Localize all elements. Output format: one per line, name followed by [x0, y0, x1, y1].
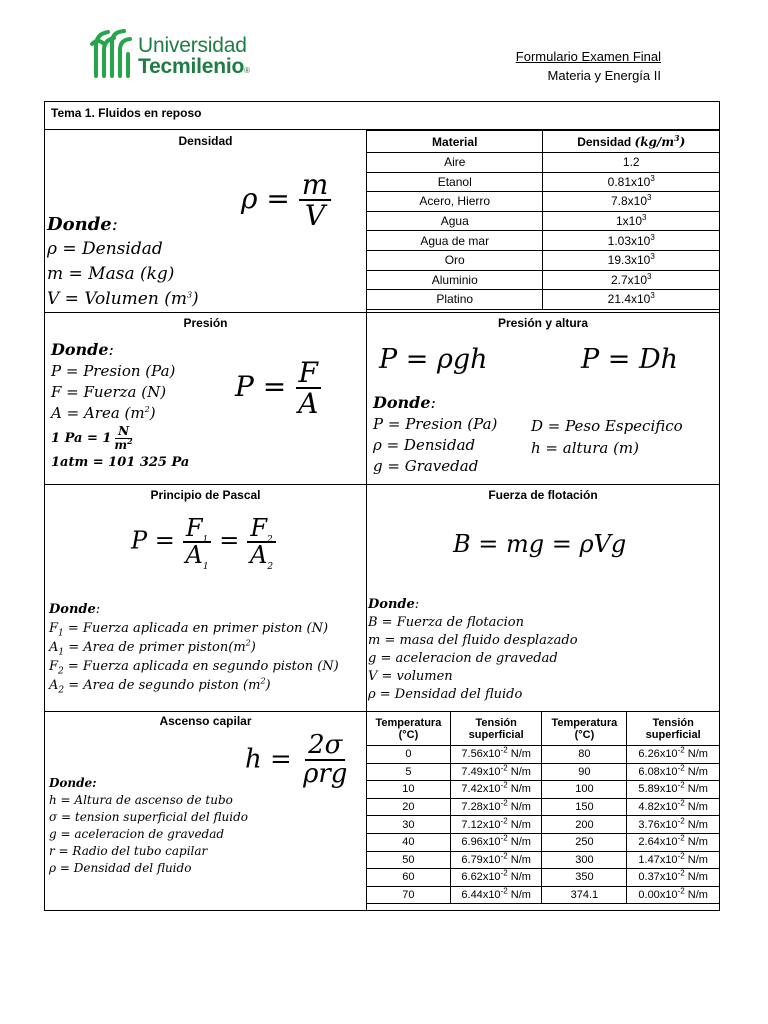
presion-line: A = Area $(m^2)$ — [51, 404, 156, 422]
tecmilenio-leaf-icon — [90, 28, 134, 78]
tension-cell: $7.42x10^{-2}$ N/m — [450, 781, 542, 799]
material-cell: Acero, Hierro — [367, 192, 543, 212]
density-cell: 1.2 — [543, 153, 720, 173]
table-row — [367, 798, 720, 816]
table-row — [367, 869, 720, 887]
densidad-line: ρ = Densidad — [47, 239, 163, 259]
densidad-line: V = Volumen $(m^3)$ — [47, 289, 199, 309]
tension-cell: $6.79x10^{-2}$ N/m — [450, 851, 542, 869]
pascal-formula: P = $\frac{F_1}{A_1}$ = $\frac{F_2}{A_2}$ — [131, 516, 276, 568]
tension-table — [366, 711, 720, 904]
col-tension-2: Tensión superficial — [627, 712, 720, 746]
presion-altura-line: D = Peso Especifico — [531, 417, 683, 435]
tension-cell: $0.00x10^{-2}$ N/m — [627, 886, 720, 904]
tension-cell: $4.82x10^{-2}$ N/m — [627, 798, 720, 816]
tension-cell: $6.62x10^{-2}$ N/m — [450, 869, 542, 887]
presion-altura-formula-1: P = ρgh — [379, 344, 488, 375]
table-row — [367, 746, 720, 764]
capilar-line: σ = tension superficial del fluido — [49, 810, 248, 824]
tension-cell: $6.26x10^{-2}$ N/m — [627, 746, 720, 764]
topic-title: Tema 1. Fluidos en reposo — [45, 102, 719, 130]
table-row — [367, 211, 720, 231]
temperature-cell: 50 — [367, 851, 451, 869]
table-row — [367, 231, 720, 251]
pascal-line: $A_2$ = Area de segundo piston $(m^2)$ — [49, 676, 271, 696]
col-temperature-1: Temperatura (°C) — [367, 712, 451, 746]
table-row — [367, 781, 720, 799]
temperature-cell: 350 — [542, 869, 627, 887]
table-row — [367, 851, 720, 869]
table-row — [367, 886, 720, 904]
tension-cell: $7.28x10^{-2}$ N/m — [450, 798, 542, 816]
col-tension-1: Tensión superficial — [450, 712, 542, 746]
temperature-cell: 20 — [367, 798, 451, 816]
capilar-line: ρ = Densidad del fluido — [49, 861, 192, 875]
material-cell: Agua de mar — [367, 231, 543, 251]
flotacion-line: m = masa del fluido desplazado — [368, 633, 578, 648]
table-row — [367, 763, 720, 781]
capilar-formula: h = $\frac{2\sigma}{\text{ρrg}}$ — [245, 730, 348, 790]
flotacion-line: g = aceleracion de gravedad — [368, 651, 558, 666]
temperature-cell: 374.1 — [542, 886, 627, 904]
tension-cell: $0.37x10^{-2}$ N/m — [627, 869, 720, 887]
temperature-cell: 150 — [542, 798, 627, 816]
temperature-cell: 200 — [542, 816, 627, 834]
material-cell: Oro — [367, 250, 543, 270]
capilar-donde: Donde: — [49, 776, 97, 790]
table-row — [367, 172, 720, 192]
presion-formula: P = $\frac{F}{A}$ — [235, 358, 321, 419]
tension-cell: $7.12x10^{-2}$ N/m — [450, 816, 542, 834]
pascal-line: $A_1$ = Area de primer $piston(m^2)$ — [49, 638, 256, 658]
capilar-line: h = Altura de ascenso de tubo — [49, 793, 233, 807]
temperature-cell: 80 — [542, 746, 627, 764]
density-cell: $0.81x10^3$ — [543, 172, 720, 192]
document-title: Formulario Examen Final — [515, 49, 661, 64]
formula-sheet — [44, 101, 720, 911]
tension-cell: $7.56x10^{-2}$ N/m — [450, 746, 542, 764]
capilar-line: r = Radio del tubo capilar — [49, 844, 208, 858]
temperature-cell: 10 — [367, 781, 451, 799]
presion-altura-legend-right — [531, 415, 683, 459]
temperature-cell: 30 — [367, 816, 451, 834]
tension-cell: $6.08x10^{-2}$ N/m — [627, 763, 720, 781]
table-row — [367, 816, 720, 834]
document-subtitle: Materia y Energía II — [547, 68, 661, 83]
col-density: Densidad $(kg/m^3)$ — [543, 131, 720, 153]
tension-cell: $3.76x10^{-2}$ N/m — [627, 816, 720, 834]
flotacion-line: B = Fuerza de flotacion — [368, 615, 524, 630]
presion-altura-line: h = altura (m) — [531, 439, 640, 457]
grid-divider-1 — [45, 312, 719, 313]
flotacion-line: ρ = Densidad del fluido — [368, 687, 523, 702]
table-row — [367, 270, 720, 290]
densidad-formula: ρ = $\frac{m}{V}$ — [241, 170, 331, 231]
temperature-cell: 40 — [367, 833, 451, 851]
temperature-cell: 100 — [542, 781, 627, 799]
capilar-title: Ascenso capilar — [159, 714, 252, 728]
flotacion-line: V = volumen — [368, 669, 453, 684]
tension-cell: $2.64x10^{-2}$ N/m — [627, 833, 720, 851]
tension-cell: $6.96x10^{-2}$ N/m — [450, 833, 542, 851]
temperature-cell: 90 — [542, 763, 627, 781]
col-temperature-2: Temperatura (°C) — [542, 712, 627, 746]
densidad-legend: Donde: ρ = Densidad m = Masa (kg) V = Volumen $(m^3)$ — [47, 212, 199, 312]
tension-cell: $6.44x10^{-2}$ N/m — [450, 886, 542, 904]
pascal-line: $F_1$ = Fuerza aplicada en primer piston (N) — [49, 621, 329, 639]
temperature-cell: 60 — [367, 869, 451, 887]
material-cell: Aire — [367, 153, 543, 173]
tension-cell: $7.49x10^{-2}$ N/m — [450, 763, 542, 781]
density-cell: $7.8x10^3$ — [543, 192, 720, 212]
presion-line: P = Presion (Pa) — [51, 362, 176, 380]
logo-line-universidad: Universidad — [138, 34, 247, 57]
presion-title: Presión — [183, 316, 228, 330]
document-header — [516, 47, 661, 85]
densidad-line: m = Masa (kg) — [47, 264, 175, 284]
table-row — [367, 192, 720, 212]
material-cell: Agua — [367, 211, 543, 231]
table-row — [367, 153, 720, 173]
material-cell: Etanol — [367, 172, 543, 192]
temperature-cell: 300 — [542, 851, 627, 869]
tension-cell: $5.89x10^{-2}$ N/m — [627, 781, 720, 799]
flotacion-legend: Donde: B = Fuerza de flotacion m = masa del fluido desplazado g = aceleracion de gravedad V = volumen ρ = Densidad del fluido — [368, 597, 578, 702]
density-cell: $19.3x10^3$ — [543, 250, 720, 270]
col-material: Material — [367, 131, 543, 153]
presion-altura-legend: Donde: P = Presion (Pa) ρ = Densidad g = Gravedad — [373, 393, 498, 475]
presion-altura-title: Presión y altura — [497, 316, 589, 330]
density-cell: $1x10^3$ — [543, 211, 720, 231]
presion-altura-line: g = Gravedad — [373, 457, 479, 475]
pascal-title: Principio de Pascal — [150, 488, 261, 502]
density-cell: $2.7x10^3$ — [543, 270, 720, 290]
presion-legend: Donde: P = Presion (Pa) F = Fuerza (N) A = Area $(m^2)$ 1 Pa = 1 $\frac{N}{m^2}$ 1atm = 101 325 Pa — [51, 340, 190, 470]
tecmilenio-logo — [90, 28, 265, 80]
density-cell: $1.03x10^3$ — [543, 231, 720, 251]
material-cell: Aluminio — [367, 270, 543, 290]
table-row — [367, 290, 720, 310]
flotacion-title: Fuerza de flotación — [488, 488, 598, 502]
atm-unit: 1atm = 101 325 Pa — [51, 455, 190, 470]
density-table — [366, 130, 720, 310]
capilar-legend — [49, 775, 248, 877]
presion-altura-formula-2: P = Dh — [581, 344, 678, 375]
tension-cell: $1.47x10^{-2}$ N/m — [627, 851, 720, 869]
material-cell: Platino — [367, 290, 543, 310]
temperature-cell: 250 — [542, 833, 627, 851]
temperature-cell: 70 — [367, 886, 451, 904]
temperature-cell: 5 — [367, 763, 451, 781]
table-row — [367, 833, 720, 851]
temperature-cell: 0 — [367, 746, 451, 764]
table-row — [367, 250, 720, 270]
pascal-unit: 1 Pa = 1 $\frac{N}{m^2}$ — [51, 424, 133, 452]
presion-altura-line: ρ = Densidad — [373, 436, 476, 454]
pascal-legend: Donde: $F_1$ = Fuerza aplicada en primer piston (N) $A_1$ = Area de primer $piston(m^2)$ $F_2$ = Fuerza aplicada en segundo piston (N) $A_2$ = Area de segundo piston $(m^2)$ — [49, 602, 339, 696]
pascal-line: $F_2$ = Fuerza aplicada en segundo piston (N) — [49, 659, 339, 677]
density-cell: $21.4x10^3$ — [543, 290, 720, 310]
densidad-title: Densidad — [178, 134, 233, 148]
flotacion-formula: B = mg = ρVg — [453, 530, 627, 558]
presion-line: F = Fuerza (N) — [51, 383, 167, 401]
logo-line-tecmilenio: Tecmilenio® — [138, 55, 250, 78]
presion-altura-line: P = Presion (Pa) — [373, 415, 498, 433]
grid-divider-2 — [45, 484, 719, 485]
capilar-line: g = aceleracion de gravedad — [49, 827, 225, 841]
